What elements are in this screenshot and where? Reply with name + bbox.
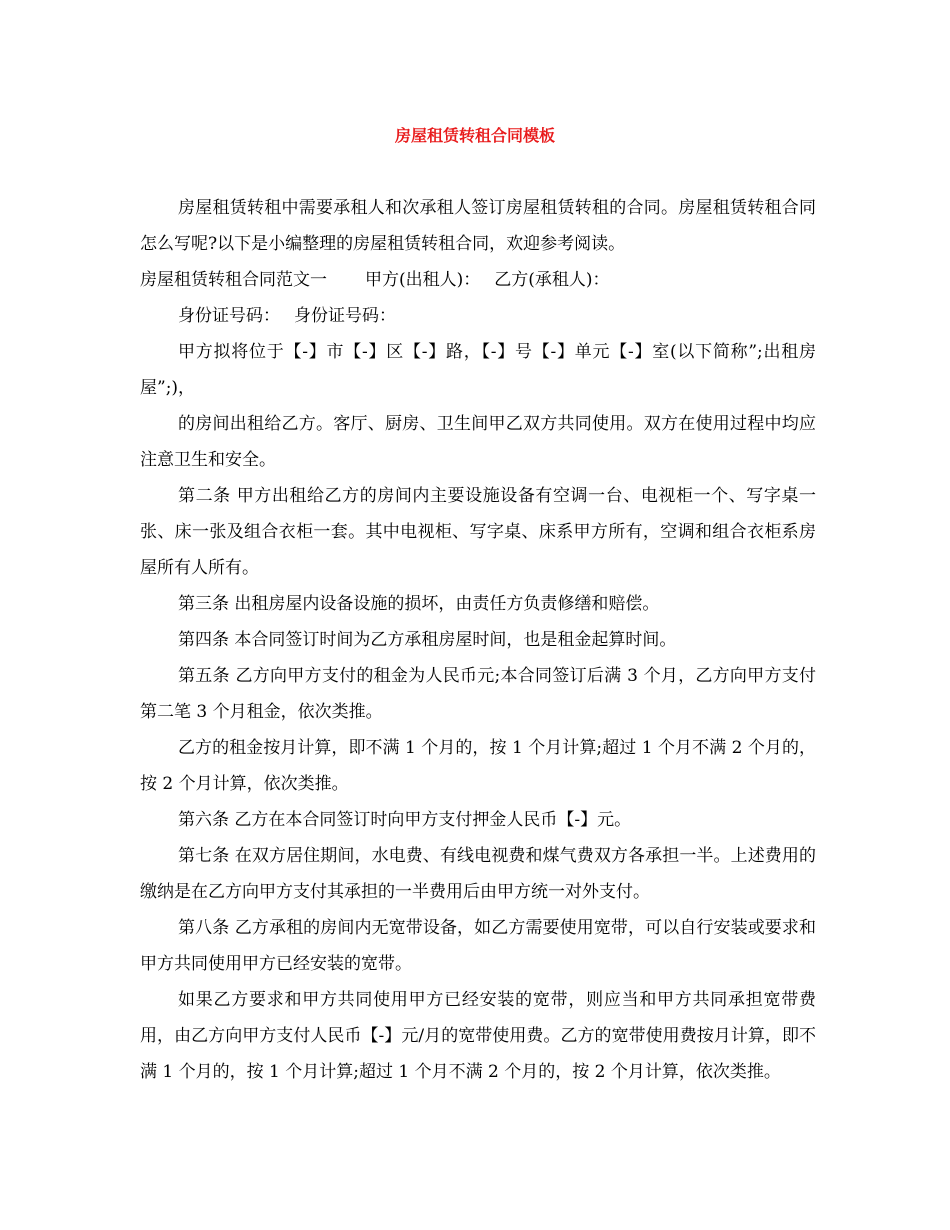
paragraph-id-numbers: [140, 298, 816, 334]
party-b-label: 乙方(承租人)：: [494, 270, 610, 290]
paragraph-intro: 房屋租赁转租中需要承租人和次承租人签订房屋租赁转租的合同。房屋租赁转租合同怎么写呢?以下是小编整理的房屋租赁转租合同，欢迎参考阅读。: [140, 198, 816, 254]
paragraph-article-4: 第四条 本合同签订时间为乙方承租房屋时间，也是租金起算时间。: [178, 630, 677, 650]
paragraph-article-5-calc: 乙方的租金按月计算，即不满 1 个月的，按 1 个月计算;超过 1 个月不满 2 个月的，按 2 个月计算，依次类推。: [140, 738, 816, 794]
paragraph-article-5: 第五条 乙方向甲方支付的租金为人民币元;本合同签订后满 3 个月，乙方向甲方支付第二笔 3 个月租金，依次类推。: [140, 666, 816, 722]
paragraph-article-6: 第六条 乙方在本合同签订时向甲方支付押金人民币【-】元。: [178, 810, 632, 830]
paragraph-article-2: 第二条 甲方出租给乙方的房间内主要设施设备有空调一台、电视柜一个、写字桌一张、床一张及组合衣柜一套。其中电视柜、写字桌、床系甲方所有，空调和组合衣柜系房屋所有人所有。: [140, 486, 816, 578]
contract-sample-heading: 房屋租赁转租合同范文一: [140, 270, 327, 290]
party-a-label: 甲方(出租人)：: [365, 270, 481, 290]
paragraph-shared-use: 的房间出租给乙方。客厅、厨房、卫生间甲乙双方共同使用。双方在使用过程中均应注意卫生和安全。: [140, 414, 816, 470]
document-title: 房屋租赁转租合同模板: [394, 126, 555, 145]
id-number-b-label: 身份证号码：: [294, 306, 396, 326]
paragraph-location: 甲方拟将位于【-】市【-】区【-】路，【-】号【-】单元【-】室(以下简称”;出租房屋”;)，: [140, 342, 816, 398]
paragraph-article-8-fee: 如果乙方要求和甲方共同使用甲方已经安装的宽带，则应当和甲方共同承担宽带费用，由乙方向甲方支付人民币【-】元/月的宽带使用费。乙方的宽带使用费按月计算，即不满 1 个月的，按 1 个月计算;超过 1 个月不满 2 个月的，按 2 个月计算，依次类推。: [140, 990, 816, 1082]
paragraph-article-8: 第八条 乙方承租的房间内无宽带设备，如乙方需要使用宽带，可以自行安装或要求和甲方共同使用甲方已经安装的宽带。: [140, 918, 816, 974]
paragraph-article-7: 第七条 在双方居住期间，水电费、有线电视费和煤气费双方各承担一半。上述费用的缴纳是在乙方向甲方支付其承担的一半费用后由甲方统一对外支付。: [140, 846, 816, 902]
paragraph-article-3: 第三条 出租房屋内设备设施的损坏，由责任方负责修缮和赔偿。: [178, 594, 660, 614]
id-number-a-label: 身份证号码：: [178, 306, 280, 326]
paragraph-parties: [140, 262, 816, 298]
document-body: [140, 190, 816, 1090]
